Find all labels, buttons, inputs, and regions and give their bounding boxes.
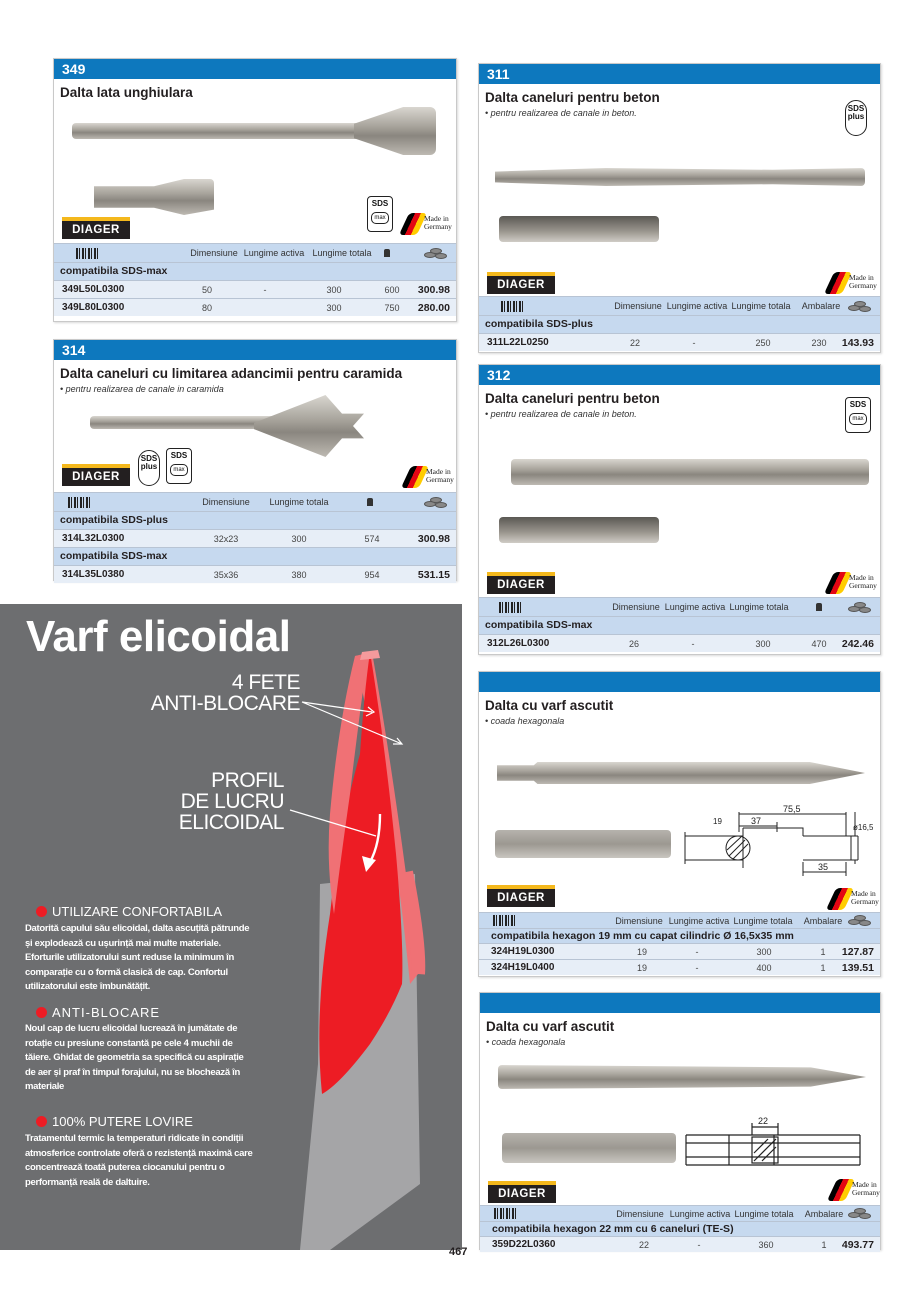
chisel-image — [72, 123, 372, 139]
chisel-blade-image — [354, 107, 436, 155]
barcode-icon — [501, 301, 523, 312]
weight-icon — [816, 603, 822, 611]
table-row[interactable]: 324H19L0300 19 - 300 1 127.87 — [479, 943, 880, 959]
group-label: compatibila SDS-plus — [479, 315, 880, 333]
page-number: 467 — [449, 1246, 468, 1258]
product-subtitle: • coada hexagonala — [486, 1037, 566, 1047]
product-title: Dalta lata unghiulara — [60, 85, 193, 100]
sds-max-badge: SDS max — [845, 397, 871, 433]
callout-arrows — [0, 604, 462, 904]
table-row[interactable]: 349L80L0300 80 300 750 280.00 — [54, 298, 456, 316]
product-number — [480, 993, 880, 1013]
diager-logo: DIAGER — [62, 217, 130, 239]
germany-flag-icon — [401, 466, 429, 488]
product-title: Dalta cu varf ascutit — [486, 1019, 615, 1034]
group-label: compatibila SDS-plus — [54, 511, 456, 529]
pointed-chisel-image — [498, 1065, 866, 1089]
sds-plus-badge: SDS plus — [845, 100, 867, 136]
dim-35: 35 — [818, 862, 829, 872]
product-table — [479, 296, 880, 351]
product-subtitle: • pentru realizarea de canale in caramida — [60, 384, 224, 394]
product-number: 311 — [479, 64, 880, 84]
feature-heading-impact-power: 100% PUTERE LOVIRE — [36, 1114, 193, 1129]
product-subtitle: • pentru realizarea de canale in beton. — [485, 108, 637, 118]
feature-text-anti-lock: Noul cap de lucru elicoidal lucrează în jumătate de rotație cu presiune constantă pe cele 4 muchii de tăiere. Ghidat de geometria sa specifică cu aspirație de aer și praf în timpul forajului, nu se blochează în materiale — [25, 1023, 244, 1092]
product-card-314 — [53, 339, 457, 581]
red-bullet-icon — [36, 906, 47, 917]
germany-flag-icon — [824, 272, 852, 294]
product-table — [479, 912, 880, 975]
callout-four-faces: 4 FETE ANTI-BLOCARE — [150, 671, 300, 715]
feature-text-impact-power: Tratamentul termic la temperaturi ridicate în condiții atmosferice controlate oferă o rezistență maximă care concentrează toată puterea ciocanului pentru o performanță reală de daltuire. — [25, 1133, 253, 1188]
hex-shank-image — [495, 830, 671, 858]
diager-logo: DIAGER — [487, 272, 555, 294]
group-label: compatibila SDS-max — [54, 547, 456, 565]
chisel-detail-image — [499, 517, 659, 543]
technical-drawing — [684, 1115, 864, 1175]
made-in-germany-badge: Made in Germany — [832, 1175, 882, 1203]
coins-icon — [424, 497, 448, 509]
weight-icon — [384, 249, 390, 257]
diager-logo: DIAGER — [488, 1181, 556, 1203]
table-row[interactable]: 349L50L0300 50 - 300 600 300.98 — [54, 280, 456, 298]
promo-title: Varf elicoidal — [26, 612, 291, 661]
barcode-icon — [494, 1208, 516, 1219]
coins-icon — [848, 1208, 872, 1220]
sds-plus-badge: SDS plus — [138, 450, 160, 486]
product-number: 349 — [54, 59, 456, 79]
table-row[interactable]: 311L22L0250 22 - 250 230 143.93 — [479, 333, 880, 351]
group-label: compatibila hexagon 19 mm cu capat cilindric Ø 16,5x35 mm — [479, 928, 880, 943]
product-card-359 — [479, 992, 881, 1250]
coins-icon — [424, 248, 448, 260]
product-number — [479, 672, 880, 692]
red-bullet-icon — [36, 1007, 47, 1018]
made-in-germany-badge: Made in Germany — [404, 209, 454, 237]
feature-heading-comfort: UTILIZARE CONFORTABILA — [36, 904, 222, 919]
chisel-detail-image — [94, 179, 214, 215]
group-label: compatibila SDS-max — [54, 262, 456, 280]
product-title: Dalta caneluri pentru beton — [485, 90, 660, 105]
dim-75-5: 75,5 — [783, 804, 801, 814]
barcode-icon — [493, 915, 515, 926]
technical-drawing — [683, 802, 873, 882]
product-number: 314 — [54, 340, 456, 360]
table-row[interactable]: 314L32L0300 32x23 300 574 300.98 — [54, 529, 456, 547]
product-table — [479, 597, 880, 652]
product-card-349 — [53, 58, 457, 322]
chisel-image — [495, 168, 865, 186]
table-row[interactable]: 312L26L0300 26 - 300 470 242.46 — [479, 634, 880, 652]
barcode-icon — [76, 248, 98, 259]
product-subtitle: • pentru realizarea de canale in beton. — [485, 409, 637, 419]
germany-flag-icon — [824, 572, 852, 594]
product-card-311 — [478, 63, 881, 353]
made-in-germany-badge: Made in Germany — [829, 568, 879, 596]
red-bullet-icon — [36, 1116, 47, 1127]
feature-text-comfort: Datorită capului său elicoidal, dalta ascuțită pătrunde și explodează cu ușurință mai multe materiale. Eforturile utilizatorului sunt reduse la minimum în comparație cu o formă clasică de cap. Confortul utilizatorului este îmbunătățit. — [25, 923, 250, 992]
chisel-wings-image — [254, 395, 364, 457]
promo-panel-helical-tip — [0, 604, 462, 1250]
callout-helical-profile: PROFIL DE LUCRU ELICOIDAL — [178, 769, 284, 834]
coins-icon — [848, 602, 872, 614]
product-number: 312 — [479, 365, 880, 385]
barcode-icon — [499, 602, 521, 613]
chisel-detail-image — [499, 216, 659, 242]
dim-19: 19 — [713, 817, 722, 826]
weight-icon — [367, 498, 373, 506]
sds-max-badge: SDS max — [166, 448, 192, 484]
product-title: Dalta caneluri pentru beton — [485, 391, 660, 406]
group-label: compatibila SDS-max — [479, 616, 880, 634]
made-in-germany-badge: Made in Germany — [406, 462, 456, 490]
product-table — [54, 243, 456, 316]
pointed-chisel-image — [497, 762, 865, 784]
table-header: Dimensiune Lungime activa Lungime totala Ambalare — [480, 1205, 880, 1221]
made-in-germany-badge: Made in Germany — [831, 884, 881, 912]
germany-flag-icon — [399, 213, 427, 235]
hex-shank-image — [502, 1133, 676, 1163]
product-card-324 — [478, 671, 881, 977]
diager-logo: DIAGER — [487, 572, 555, 594]
table-header: Dimensiune Lungime activa Lungime totala Ambalare — [479, 296, 880, 315]
coins-icon — [848, 915, 872, 927]
product-table — [54, 492, 456, 583]
table-row[interactable]: 359D22L0360 22 - 360 1 493.77 — [480, 1236, 880, 1252]
group-label: compatibila hexagon 22 mm cu 6 caneluri (TE-S) — [480, 1221, 880, 1236]
barcode-icon — [68, 497, 90, 508]
product-title: Dalta cu varf ascutit — [485, 698, 614, 713]
table-row[interactable]: 314L35L0380 35x36 380 954 531.15 — [54, 565, 456, 583]
feature-heading-anti-lock: ANTI-BLOCARE — [36, 1005, 160, 1020]
diager-logo: DIAGER — [487, 885, 555, 907]
coins-icon — [848, 301, 872, 313]
diager-logo: DIAGER — [62, 464, 130, 486]
table-header: Dimensiune Lungime activa Lungime totala — [54, 243, 456, 262]
germany-flag-icon — [827, 1179, 855, 1201]
table-header: Dimensiune Lungime activa Lungime totala Ambalare — [479, 912, 880, 928]
dim-22: 22 — [758, 1116, 769, 1126]
germany-flag-icon — [826, 888, 854, 910]
product-title: Dalta caneluri cu limitarea adancimii pentru caramida — [60, 366, 403, 381]
table-row[interactable]: 324H19L0400 19 - 400 1 139.51 — [479, 959, 880, 975]
made-in-germany-badge: Made in Germany — [829, 268, 879, 296]
product-table — [480, 1205, 880, 1252]
chisel-image — [511, 459, 869, 485]
table-header: Dimensiune Lungime activa Lungime totala — [479, 597, 880, 616]
dim-37: 37 — [751, 816, 762, 826]
dim-16-5: ø16,5 — [853, 823, 873, 832]
product-card-312 — [478, 364, 881, 655]
sds-max-badge: SDS max — [367, 196, 393, 232]
product-subtitle: • coada hexagonala — [485, 716, 565, 726]
table-header: Dimensiune Lungime totala — [54, 492, 456, 511]
